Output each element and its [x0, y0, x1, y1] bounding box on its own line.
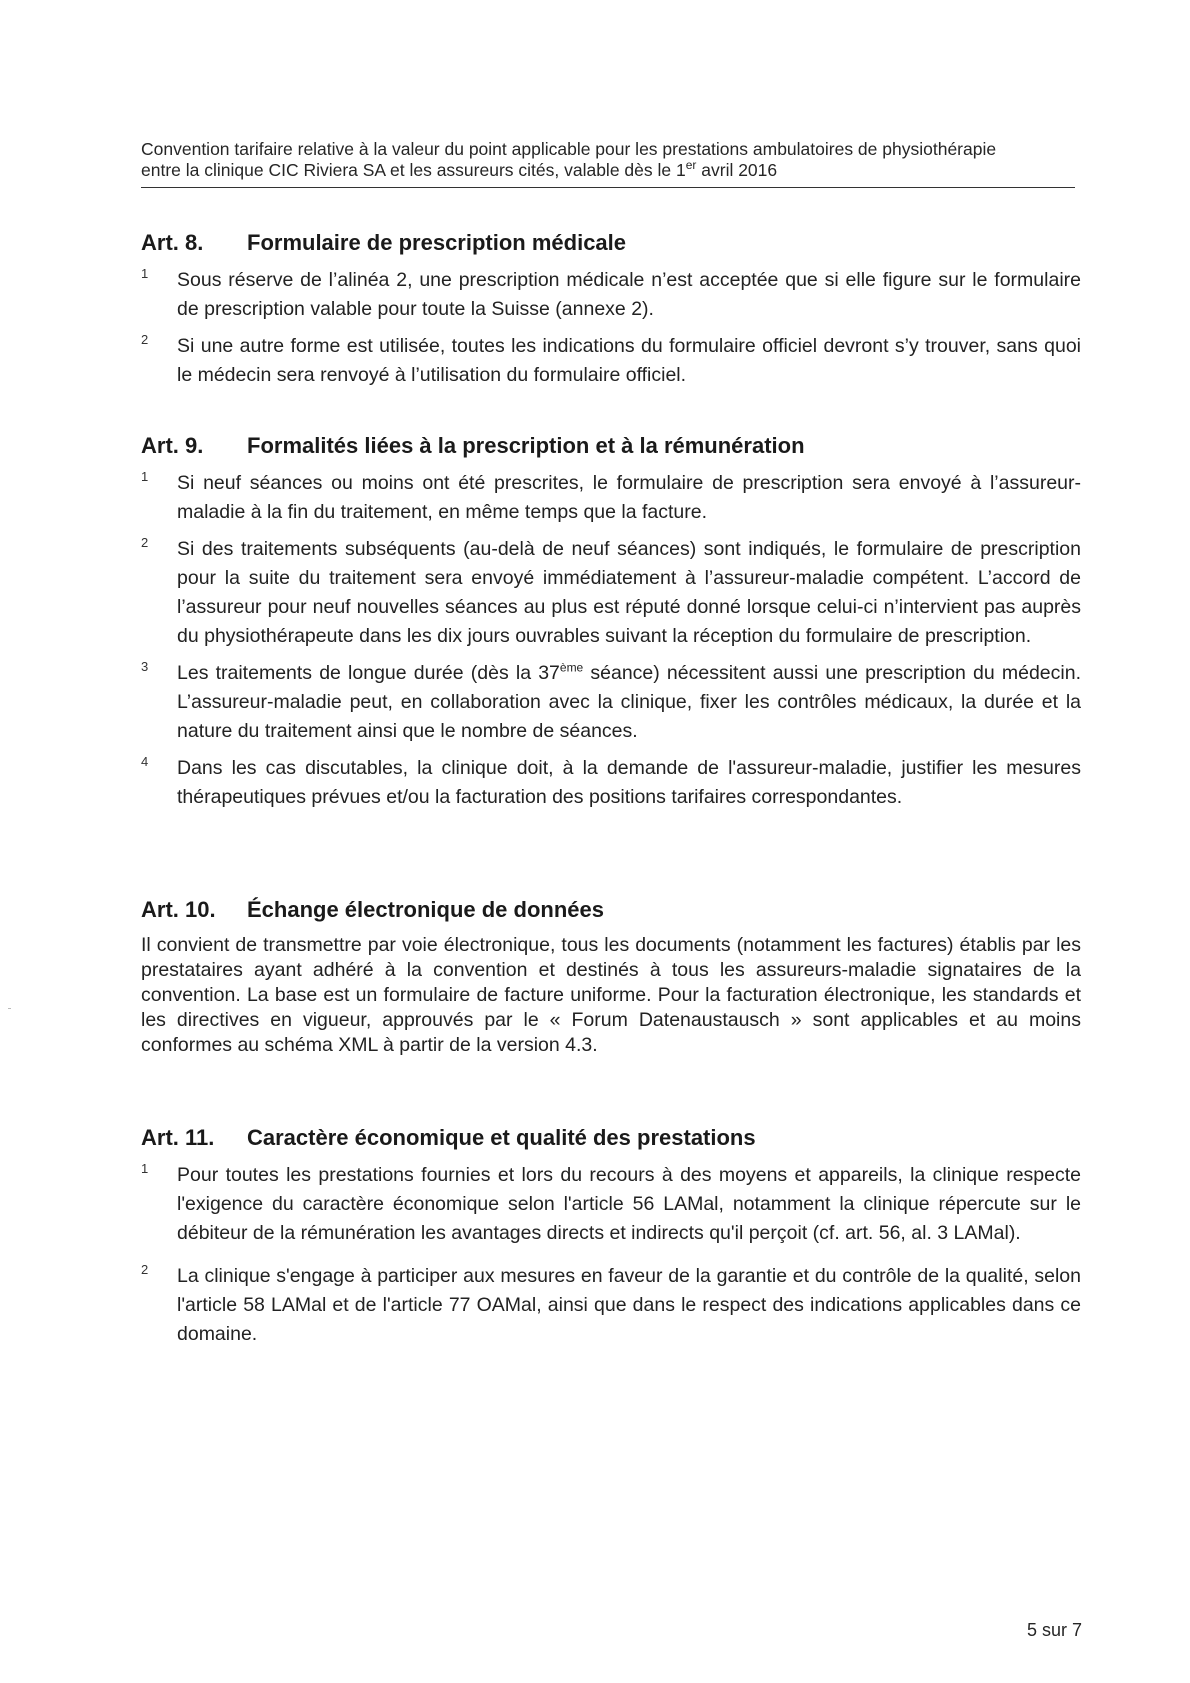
paragraph-number: 4: [141, 754, 149, 769]
page-number: 5 sur 7: [1026, 1620, 1082, 1640]
paragraph: [141, 266, 1081, 324]
paragraph: [141, 469, 1081, 527]
header-line-2-suffix: avril 2016: [696, 160, 778, 180]
paragraph-text: Si une autre forme est utilisée, toutes les indications du formulaire officiel devront s’y trouver, sans quoi le médecin sera renvoyé à l’utilisation du formulaire officiel.: [177, 335, 1081, 386]
paragraph-superscript: ème: [559, 660, 584, 675]
paragraph: [141, 332, 1081, 390]
page-header: [141, 139, 1081, 181]
article-title: Formalités liées à la prescription et à la rémunération: [247, 433, 805, 458]
article-10: [141, 896, 1081, 1058]
article-11: [141, 1124, 1081, 1357]
header-line-2: [141, 160, 1081, 181]
article-heading: [141, 229, 1081, 257]
paragraph: [141, 535, 1081, 651]
paragraph-text: Dans les cas discutables, la clinique doit, à la demande de l'assureur-maladie, justifier les mesures thérapeutiques prévues et/ou la facturation des positions tarifaires correspondantes.: [177, 757, 1081, 808]
article-body: Il convient de transmettre par voie électronique, tous les documents (notamment les factures) établis par les prestataires ayant adhéré à la convention et destinés à tous les assureurs-maladie signataires de la convention. La base est un formulaire de facture uniforme. Pour la facturation électronique, les standards et les directives en vigueur, approuvés par le « Forum Datenaustausch » sont applicables et au moins conformes au schéma XML à partir de la version 4.3.: [141, 934, 1081, 1056]
paragraph: [141, 1262, 1081, 1349]
article-title: Caractère économique et qualité des prestations: [247, 1125, 756, 1150]
article-heading: [141, 432, 1081, 460]
paragraph: [141, 754, 1081, 812]
paragraph-text: Si neuf séances ou moins ont été prescrites, le formulaire de prescription sera envoyé à l’assureur-maladie à la fin du traitement, en même temps que la facture.: [177, 472, 1081, 523]
article-9: [141, 432, 1081, 820]
article-number: Art. 9.: [141, 433, 204, 458]
article-number: Art. 8.: [141, 230, 204, 255]
header-line-1: Convention tarifaire relative à la valeur du point applicable pour les prestations ambulatoires de physiothérapie: [141, 139, 997, 159]
header-rule: [141, 187, 1075, 188]
header-line-2-prefix: entre la clinique CIC Riviera SA et les assureurs cités, valable dès le 1: [141, 160, 686, 180]
paragraph-text-before: Les traitements de longue durée (dès la 37: [177, 662, 560, 684]
article-heading: [141, 1124, 1081, 1152]
paragraph: [141, 659, 1081, 746]
article-heading: [141, 896, 1081, 924]
paragraph-text: Pour toutes les prestations fournies et lors du recours à des moyens et appareils, la clinique respecte l'exigence du caractère économique selon l'article 56 LAMal, notamment la clinique répercute sur le débiteur de la rémunération les avantages directs et indirects qu'il perçoit (cf. art. 56, al. 3 LAMal).: [177, 1164, 1081, 1244]
paragraph-number: 1: [141, 469, 149, 484]
article-8: [141, 229, 1081, 398]
paragraph: [141, 1161, 1081, 1248]
article-number: Art. 11.: [141, 1125, 215, 1150]
paragraph-text-after: séance) nécessitent aussi une prescription du médecin. L’assureur-maladie peut, en collaboration avec la clinique, fixer les contrôles médicaux, la durée et la nature du traitement ainsi que le nombre de séances.: [177, 662, 1081, 742]
paragraph-number: 2: [141, 1262, 149, 1277]
paragraph-number: 1: [141, 266, 149, 281]
article-number: Art. 10.: [141, 897, 216, 922]
paragraph-text: Sous réserve de l’alinéa 2, une prescription médicale n’est acceptée que si elle figure sur le formulaire de prescription valable pour toute la Suisse (annexe 2).: [177, 269, 1081, 320]
paragraph-number: 1: [141, 1161, 149, 1176]
paragraph-text: Si des traitements subséquents (au-delà de neuf séances) sont indiqués, le formulaire de prescription pour la suite du traitement sera envoyé immédiatement à l’assureur-maladie compétent. L’accord de l’assureur pour neuf nouvelles séances au plus est réputé donné lorsque celui-ci n’intervient pas auprès du physiothérapeute dans les dix jours ouvrables suivant la réception du formulaire de prescription.: [177, 538, 1081, 647]
article-title: Échange électronique de données: [247, 897, 604, 922]
header-line-2-superscript: er: [685, 158, 697, 173]
scan-artifact-dot: [8, 1008, 11, 1009]
article-title: Formulaire de prescription médicale: [247, 230, 627, 255]
paragraph-number: 2: [141, 332, 149, 347]
paragraph-text: La clinique s'engage à participer aux mesures en faveur de la garantie et du contrôle de la qualité, selon l'article 58 LAMal et de l'article 77 OAMal, ainsi que dans le respect des indications applicables dans ce domaine.: [177, 1265, 1081, 1345]
paragraph-number: 3: [141, 659, 149, 674]
paragraph-number: 2: [141, 535, 149, 550]
